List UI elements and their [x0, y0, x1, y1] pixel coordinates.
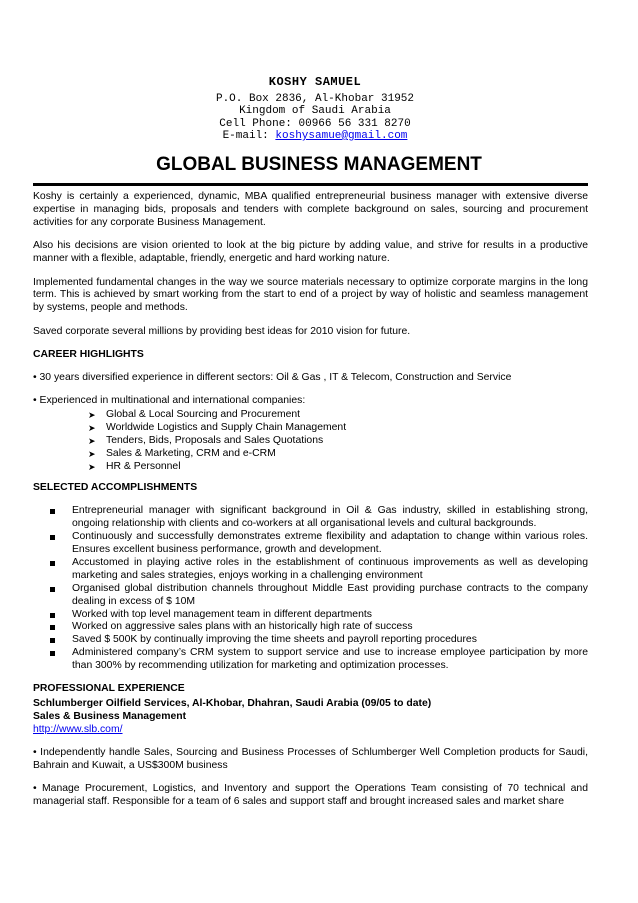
square-bullet-icon [50, 613, 55, 618]
list-item-text: Worked with top level management team in different departments [72, 608, 372, 620]
email-label: E-mail: [222, 130, 276, 142]
list-item [88, 422, 588, 435]
arrow-bullet-icon: ➤ [88, 448, 96, 459]
square-bullet-icon [50, 651, 55, 656]
list-item [88, 461, 588, 474]
experience-heading: PROFESSIONAL EXPERIENCE [33, 683, 185, 695]
job-title: Sales & Business Management [33, 710, 187, 722]
list-item-text: HR & Personnel [106, 460, 181, 472]
job-duty: • Manage Procurement, Logistics, and Inventory and support the Operations Team consisting of 70 technical and managerial staff. Responsible for a team of 6 sales and support staff and brought increased sales and market share [33, 783, 588, 807]
square-bullet-icon [50, 587, 55, 592]
email-row [150, 130, 480, 143]
arrow-bullet-icon: ➤ [88, 422, 96, 433]
company-website-link[interactable]: http://www.slb.com/ [33, 723, 123, 735]
job-duty: • Independently handle Sales, Sourcing and Business Processes of Schlumberger Well Completion products for Saudi, Bahrain and Kuwait, a US$300M business [33, 746, 588, 771]
career-highlight: • 30 years diversified experience in different sectors: Oil & Gas , IT & Telecom, Construction and Service [33, 372, 512, 384]
list-item-text: Entrepreneurial manager with significant background in Oil & Gas industry, skilled in establishing strong, ongoing relationship with clients and co-workers at all organisational levels and cultural backgrounds. [72, 505, 588, 530]
list-item-text: Administered company’s CRM system to support service and use to increase employee participation by more than 300% by recommending utilization for marketing and optimization processes. [72, 647, 588, 672]
employer-line: Schlumberger Oilfield Services, Al-Khobar, Dhahran, Saudi Arabia (09/05 to date) [33, 698, 432, 709]
arrow-bullet-icon: ➤ [88, 409, 96, 420]
square-bullet-icon [50, 509, 55, 514]
list-item [88, 409, 588, 422]
address-line-1: P.O. Box 2836, Al-Khobar 31952 [215, 92, 415, 105]
list-item-text: Tenders, Bids, Proposals and Sales Quotations [106, 434, 324, 446]
email-link[interactable]: koshysamue@gmail.com [275, 130, 408, 142]
list-item [88, 448, 588, 461]
arrow-bullet-icon: ➤ [88, 435, 96, 446]
list-item-text: Continuously and successfully demonstrates extreme flexibility and adaptation to change within various roles. Ensures excellent business performance, growth and development. [72, 531, 588, 556]
summary-paragraph: Saved corporate several millions by providing best ideas for 2010 vision for future. [33, 325, 411, 337]
list-item [50, 634, 588, 647]
experience-areas-list [33, 409, 588, 474]
document-title: GLOBAL BUSINESS MANAGEMENT [156, 154, 482, 175]
accomplishments-heading: SELECTED ACCOMPLISHMENTS [33, 482, 198, 494]
career-heading: CAREER HIGHLIGHTS [33, 349, 144, 361]
list-item-text: Accustomed in playing active roles in the establishment of continuous improvements as well as developing marketing and sales strategies, enjoys working in a challenging environment [72, 556, 588, 581]
list-item [50, 647, 588, 673]
title-divider [33, 183, 588, 186]
address-line-2: Kingdom of Saudi Arabia [239, 105, 391, 117]
list-item [50, 505, 588, 531]
list-item [50, 557, 588, 583]
candidate-name: KOSHY SAMUEL [268, 75, 362, 89]
square-bullet-icon [50, 561, 55, 566]
list-item [50, 609, 588, 622]
square-bullet-icon [50, 535, 55, 540]
list-item-text: Worked on aggressive sales plans with an historically high rate of success [72, 621, 413, 633]
list-item-text: Worldwide Logistics and Supply Chain Management [106, 421, 347, 433]
resume-body [33, 191, 588, 819]
list-item [50, 531, 588, 557]
arrow-bullet-icon: ➤ [88, 461, 96, 472]
accomplishments-list [33, 505, 588, 673]
phone-number: Cell Phone: 00966 56 331 8270 [219, 117, 411, 130]
career-highlight: • Experienced in multinational and international companies: [33, 395, 306, 407]
list-item-text: Saved $ 500K by continually improving the time sheets and payroll reporting procedures [72, 634, 477, 646]
list-item [50, 583, 588, 609]
summary-paragraph: Implemented fundamental changes in the way we source materials necessary to optimize corporate margins in the long term. This is achieved by smart working from the start to end of a project by way of holistic and seamless management by systems, people and methods. [33, 276, 588, 314]
square-bullet-icon [50, 625, 55, 630]
list-item [88, 435, 588, 448]
contact-header [150, 76, 480, 143]
list-item-text: Sales & Marketing, CRM and e-CRM [106, 447, 276, 459]
square-bullet-icon [50, 638, 55, 643]
list-item-text: Global & Local Sourcing and Procurement [106, 408, 301, 420]
summary-paragraph: Koshy is certainly a experienced, dynamic, MBA qualified entrepreneurial business manager with extensive diverse expertise in managing bids, proposals and tenders with complete background on sales, sourcing and procurement activities for any corporate Business Management. [33, 191, 588, 228]
summary-paragraph: Also his decisions are vision oriented to look at the big picture by adding value, and strive for results in a productive manner with a flexible, adaptable, friendly, energetic and hard working nature. [33, 240, 588, 265]
list-item [50, 621, 588, 634]
list-item-text: Organised global distribution channels throughout Middle East providing purchase contracts to the company dealing in excess of $ 10M [72, 582, 588, 607]
